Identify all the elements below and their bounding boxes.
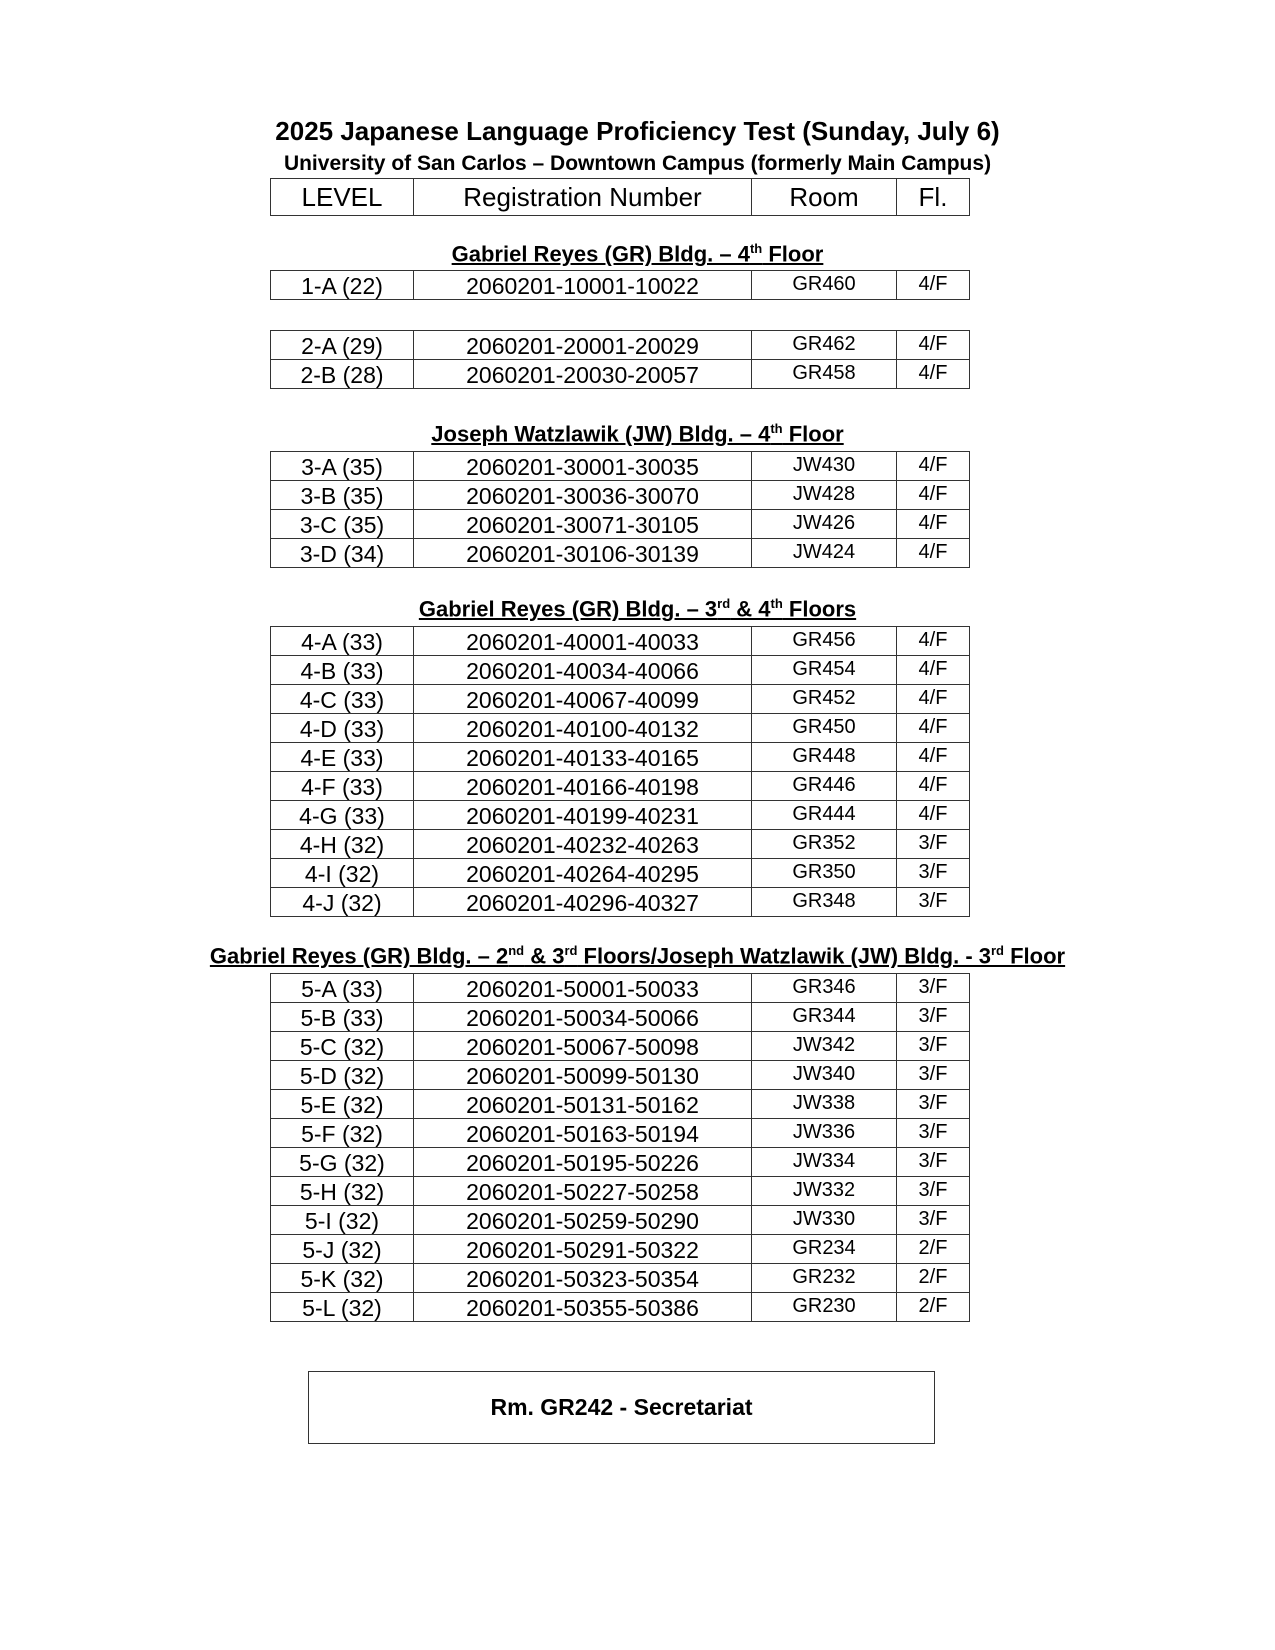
- level-cell: 1-A (22): [271, 271, 414, 300]
- room-cell: GR448: [752, 743, 897, 772]
- room-cell: GR230: [752, 1293, 897, 1322]
- level-cell: 5-E (32): [271, 1090, 414, 1119]
- floor-cell: 4/F: [897, 714, 970, 743]
- floor-cell: 4/F: [897, 772, 970, 801]
- table-row: [271, 1206, 970, 1235]
- section-heading-gr-jw-mixed: Gabriel Reyes (GR) Bldg. – 2nd & 3rd Floors/Joseph Watzlawik (JW) Bldg. - 3rd Floor: [209, 943, 1066, 969]
- floor-cell: 2/F: [897, 1264, 970, 1293]
- table-row: [271, 801, 970, 830]
- floor-cell: 3/F: [897, 1090, 970, 1119]
- floor-cell: 3/F: [897, 1206, 970, 1235]
- floor-cell: 4/F: [897, 452, 970, 481]
- table-row: [271, 1264, 970, 1293]
- registration-number-cell: 2060201-40199-40231: [414, 801, 752, 830]
- floor-cell: 4/F: [897, 510, 970, 539]
- table-row: [271, 1090, 970, 1119]
- room-cell: GR346: [752, 974, 897, 1003]
- floor-cell: 3/F: [897, 1003, 970, 1032]
- registration-number-cell: 2060201-50291-50322: [414, 1235, 752, 1264]
- registration-number-cell: 2060201-50163-50194: [414, 1119, 752, 1148]
- table-row: [271, 1235, 970, 1264]
- table-level-2: [270, 330, 970, 389]
- header-registration-number: Registration Number: [414, 179, 752, 216]
- registration-number-cell: 2060201-50355-50386: [414, 1293, 752, 1322]
- level-cell: 2-A (29): [271, 331, 414, 360]
- registration-number-cell: 2060201-50131-50162: [414, 1090, 752, 1119]
- level-cell: 4-J (32): [271, 888, 414, 917]
- registration-number-cell: 2060201-50001-50033: [414, 974, 752, 1003]
- level-cell: 3-A (35): [271, 452, 414, 481]
- registration-number-cell: 2060201-30106-30139: [414, 539, 752, 568]
- level-cell: 4-H (32): [271, 830, 414, 859]
- registration-number-cell: 2060201-50099-50130: [414, 1061, 752, 1090]
- floor-cell: 2/F: [897, 1293, 970, 1322]
- registration-number-cell: 2060201-40166-40198: [414, 772, 752, 801]
- floor-cell: 3/F: [897, 974, 970, 1003]
- room-cell: JW342: [752, 1032, 897, 1061]
- table-row: [271, 271, 970, 300]
- floor-cell: 4/F: [897, 481, 970, 510]
- room-cell: GR458: [752, 360, 897, 389]
- table-row: [271, 1177, 970, 1206]
- table-row: [271, 974, 970, 1003]
- registration-number-cell: 2060201-40067-40099: [414, 685, 752, 714]
- table-row: [271, 743, 970, 772]
- table-level-5: [270, 973, 970, 1322]
- table-row: [271, 830, 970, 859]
- level-cell: 3-C (35): [271, 510, 414, 539]
- header-row: [271, 179, 970, 216]
- registration-number-cell: 2060201-50259-50290: [414, 1206, 752, 1235]
- column-header-table: [270, 178, 970, 216]
- registration-number-cell: 2060201-40232-40263: [414, 830, 752, 859]
- room-cell: JW426: [752, 510, 897, 539]
- table-row: [271, 331, 970, 360]
- floor-cell: 4/F: [897, 360, 970, 389]
- room-cell: GR454: [752, 656, 897, 685]
- room-cell: GR462: [752, 331, 897, 360]
- registration-number-cell: 2060201-40100-40132: [414, 714, 752, 743]
- registration-number-cell: 2060201-50195-50226: [414, 1148, 752, 1177]
- registration-number-cell: 2060201-10001-10022: [414, 271, 752, 300]
- level-cell: 4-G (33): [271, 801, 414, 830]
- registration-number-cell: 2060201-30071-30105: [414, 510, 752, 539]
- level-cell: 5-I (32): [271, 1206, 414, 1235]
- header-floor: Fl.: [897, 179, 970, 216]
- floor-cell: 3/F: [897, 888, 970, 917]
- floor-cell: 3/F: [897, 859, 970, 888]
- room-cell: GR452: [752, 685, 897, 714]
- table-level-4: [270, 626, 970, 917]
- level-cell: 5-G (32): [271, 1148, 414, 1177]
- table-row: [271, 714, 970, 743]
- level-cell: 2-B (28): [271, 360, 414, 389]
- table-row: [271, 859, 970, 888]
- room-cell: JW332: [752, 1177, 897, 1206]
- level-cell: 5-K (32): [271, 1264, 414, 1293]
- table-row: [271, 539, 970, 568]
- registration-number-cell: 2060201-40034-40066: [414, 656, 752, 685]
- registration-number-cell: 2060201-20001-20029: [414, 331, 752, 360]
- registration-number-cell: 2060201-40133-40165: [414, 743, 752, 772]
- level-cell: 4-A (33): [271, 627, 414, 656]
- level-cell: 5-A (33): [271, 974, 414, 1003]
- room-cell: JW340: [752, 1061, 897, 1090]
- registration-number-cell: 2060201-30001-30035: [414, 452, 752, 481]
- registration-number-cell: 2060201-20030-20057: [414, 360, 752, 389]
- room-cell: GR234: [752, 1235, 897, 1264]
- level-cell: 4-F (33): [271, 772, 414, 801]
- registration-number-cell: 2060201-40264-40295: [414, 859, 752, 888]
- floor-cell: 3/F: [897, 1148, 970, 1177]
- registration-number-cell: 2060201-50323-50354: [414, 1264, 752, 1293]
- level-cell: 3-D (34): [271, 539, 414, 568]
- level-cell: 4-I (32): [271, 859, 414, 888]
- room-cell: GR460: [752, 271, 897, 300]
- room-cell: JW330: [752, 1206, 897, 1235]
- registration-number-cell: 2060201-50034-50066: [414, 1003, 752, 1032]
- table-row: [271, 481, 970, 510]
- header-room: Room: [752, 179, 897, 216]
- floor-cell: 4/F: [897, 801, 970, 830]
- level-cell: 5-F (32): [271, 1119, 414, 1148]
- table-row: [271, 1003, 970, 1032]
- room-cell: GR456: [752, 627, 897, 656]
- table-row: [271, 510, 970, 539]
- level-cell: 4-D (33): [271, 714, 414, 743]
- level-cell: 5-H (32): [271, 1177, 414, 1206]
- floor-cell: 3/F: [897, 1177, 970, 1206]
- floor-cell: 2/F: [897, 1235, 970, 1264]
- level-cell: 4-C (33): [271, 685, 414, 714]
- table-row: [271, 627, 970, 656]
- room-cell: JW338: [752, 1090, 897, 1119]
- level-cell: 5-D (32): [271, 1061, 414, 1090]
- table-row: [271, 1119, 970, 1148]
- floor-cell: 4/F: [897, 331, 970, 360]
- level-cell: 4-B (33): [271, 656, 414, 685]
- floor-cell: 3/F: [897, 1119, 970, 1148]
- registration-number-cell: 2060201-30036-30070: [414, 481, 752, 510]
- floor-cell: 4/F: [897, 743, 970, 772]
- floor-cell: 3/F: [897, 830, 970, 859]
- table-row: [271, 888, 970, 917]
- registration-number-cell: 2060201-40001-40033: [414, 627, 752, 656]
- room-cell: GR450: [752, 714, 897, 743]
- level-cell: 5-L (32): [271, 1293, 414, 1322]
- room-cell: GR350: [752, 859, 897, 888]
- header-level: LEVEL: [271, 179, 414, 216]
- room-cell: GR446: [752, 772, 897, 801]
- table-row: [271, 656, 970, 685]
- section-heading-gr-4th: Gabriel Reyes (GR) Bldg. – 4th Floor: [451, 241, 824, 267]
- table-row: [271, 685, 970, 714]
- page-subtitle: University of San Carlos – Downtown Campus (formerly Main Campus): [283, 152, 992, 175]
- room-cell: GR352: [752, 830, 897, 859]
- table-row: [271, 452, 970, 481]
- table-row: [271, 1293, 970, 1322]
- level-cell: 4-E (33): [271, 743, 414, 772]
- floor-cell: 4/F: [897, 627, 970, 656]
- table-row: [271, 360, 970, 389]
- level-cell: 5-J (32): [271, 1235, 414, 1264]
- level-cell: 3-B (35): [271, 481, 414, 510]
- floor-cell: 4/F: [897, 539, 970, 568]
- room-cell: JW334: [752, 1148, 897, 1177]
- section-heading-gr-3rd-4th: Gabriel Reyes (GR) Bldg. – 3rd & 4th Floors: [418, 596, 857, 622]
- table-row: [271, 772, 970, 801]
- table-level-1: [270, 270, 970, 300]
- table-row: [271, 1061, 970, 1090]
- secretariat-box: [308, 1371, 935, 1444]
- floor-cell: 4/F: [897, 685, 970, 714]
- secretariat-label: Rm. GR242 - Secretariat: [490, 1394, 753, 1420]
- level-cell: 5-C (32): [271, 1032, 414, 1061]
- table-row: [271, 1032, 970, 1061]
- room-cell: JW424: [752, 539, 897, 568]
- page-title: 2025 Japanese Language Proficiency Test (Sunday, July 6): [275, 116, 1000, 146]
- room-cell: JW336: [752, 1119, 897, 1148]
- floor-cell: 4/F: [897, 656, 970, 685]
- floor-cell: 3/F: [897, 1061, 970, 1090]
- room-cell: GR344: [752, 1003, 897, 1032]
- section-heading-jw-4th: Joseph Watzlawik (JW) Bldg. – 4th Floor: [431, 421, 844, 447]
- table-level-3: [270, 451, 970, 568]
- room-cell: GR444: [752, 801, 897, 830]
- room-cell: JW428: [752, 481, 897, 510]
- floor-cell: 4/F: [897, 271, 970, 300]
- room-cell: GR348: [752, 888, 897, 917]
- room-cell: JW430: [752, 452, 897, 481]
- level-cell: 5-B (33): [271, 1003, 414, 1032]
- registration-number-cell: 2060201-50067-50098: [414, 1032, 752, 1061]
- registration-number-cell: 2060201-40296-40327: [414, 888, 752, 917]
- floor-cell: 3/F: [897, 1032, 970, 1061]
- table-row: [271, 1148, 970, 1177]
- room-cell: GR232: [752, 1264, 897, 1293]
- registration-number-cell: 2060201-50227-50258: [414, 1177, 752, 1206]
